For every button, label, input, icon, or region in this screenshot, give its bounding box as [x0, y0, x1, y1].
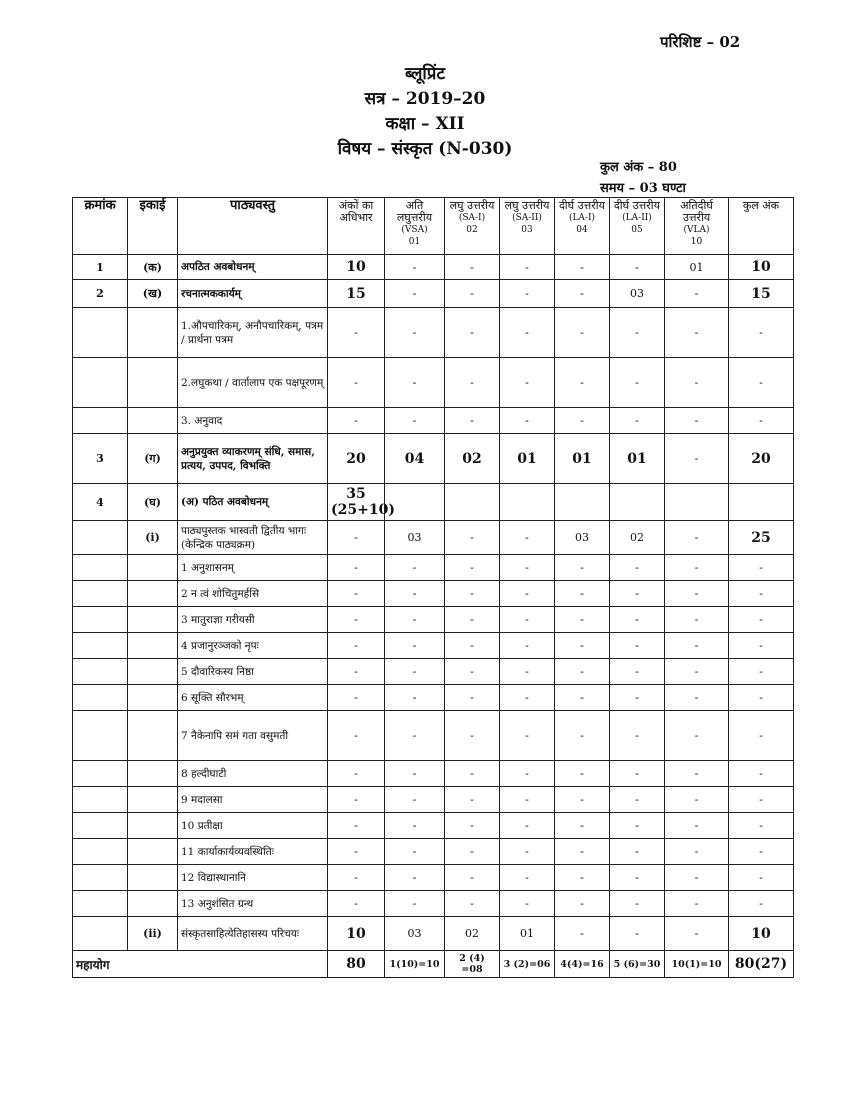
cell-content: 11 कार्याकार्यव्यवस्थितिः	[178, 839, 328, 865]
cell-vsa: -	[385, 280, 445, 308]
cell-content: 8 हल्दीघाटी	[178, 761, 328, 787]
cell-la2: 03	[610, 280, 665, 308]
cell-content: पाठ्यपुस्तक भास्वती द्वितीय भागः (केन्द्रिक पाठ्यक्रम)	[178, 521, 328, 555]
cell-unit	[128, 865, 178, 891]
cell-sn	[73, 408, 128, 434]
cell-total: 15	[729, 280, 794, 308]
grand-total-total: 80(27)	[729, 951, 794, 978]
cell-total: -	[729, 633, 794, 659]
cell-vsa: -	[385, 308, 445, 358]
cell-la2: -	[610, 839, 665, 865]
cell-vsa: -	[385, 839, 445, 865]
cell-content: 5 दौवारिकस्य निष्ठा	[178, 659, 328, 685]
cell-vla: -	[665, 891, 729, 917]
cell-unit	[128, 633, 178, 659]
cell-weight: -	[328, 865, 385, 891]
cell-unit	[128, 308, 178, 358]
cell-sa1: -	[445, 581, 500, 607]
cell-sn	[73, 787, 128, 813]
cell-la2: -	[610, 787, 665, 813]
cell-sn	[73, 555, 128, 581]
grand-total-vsa: 1(10)=10	[385, 951, 445, 978]
cell-la2: -	[610, 865, 665, 891]
table-row	[73, 865, 794, 891]
table-row	[73, 484, 794, 521]
cell-vsa: -	[385, 581, 445, 607]
cell-total: -	[729, 685, 794, 711]
cell-unit	[128, 555, 178, 581]
cell-sa2: -	[500, 607, 555, 633]
cell-sa2	[500, 484, 555, 521]
cell-vla: -	[665, 308, 729, 358]
cell-total: -	[729, 308, 794, 358]
cell-sa2: -	[500, 685, 555, 711]
cell-vsa: 03	[385, 521, 445, 555]
cell-la1: -	[555, 280, 610, 308]
cell-total: -	[729, 865, 794, 891]
cell-vla: -	[665, 659, 729, 685]
cell-la2: -	[610, 308, 665, 358]
table-row	[73, 607, 794, 633]
cell-sn: 4	[73, 484, 128, 521]
cell-vsa: -	[385, 711, 445, 761]
grand-total-label: महायोग	[73, 951, 328, 978]
cell-la1: -	[555, 917, 610, 951]
cell-content: 9 मदालसा	[178, 787, 328, 813]
table-row	[73, 581, 794, 607]
cell-la1: -	[555, 555, 610, 581]
cell-la2: 02	[610, 521, 665, 555]
cell-weight: 10	[328, 255, 385, 280]
cell-total: -	[729, 659, 794, 685]
col-header-weight: अंकों का अधिभार	[328, 198, 385, 255]
cell-vla: -	[665, 839, 729, 865]
cell-sa1: -	[445, 659, 500, 685]
cell-sa2: -	[500, 555, 555, 581]
cell-weight: -	[328, 521, 385, 555]
cell-weight: 35 (25+10)	[328, 484, 385, 521]
cell-weight: 10	[328, 917, 385, 951]
table-row	[73, 308, 794, 358]
cell-total: -	[729, 555, 794, 581]
cell-vla: -	[665, 865, 729, 891]
cell-content: अनुप्रयुक्त व्याकरणम् संधि, समास, प्रत्यय, उपपद, विभक्ति	[178, 434, 328, 484]
title-subject: विषय – संस्कृत (N-030)	[337, 139, 513, 159]
table-row	[73, 839, 794, 865]
cell-vla: 01	[665, 255, 729, 280]
cell-sn	[73, 761, 128, 787]
cell-vla: -	[665, 555, 729, 581]
cell-unit: (i)	[128, 521, 178, 555]
cell-vsa: 03	[385, 917, 445, 951]
cell-la2: -	[610, 255, 665, 280]
cell-sa1: -	[445, 891, 500, 917]
cell-weight: -	[328, 891, 385, 917]
cell-content: रचनात्मककार्यम्	[178, 280, 328, 308]
cell-weight: -	[328, 711, 385, 761]
cell-weight: -	[328, 839, 385, 865]
cell-la1: -	[555, 408, 610, 434]
cell-sa2: -	[500, 581, 555, 607]
cell-sa1: -	[445, 607, 500, 633]
cell-sa1: -	[445, 685, 500, 711]
cell-vsa: -	[385, 685, 445, 711]
table-row	[73, 761, 794, 787]
cell-total: -	[729, 813, 794, 839]
title-session: सत्र – 2019–20	[364, 89, 486, 109]
cell-vsa: -	[385, 813, 445, 839]
cell-content: 2.लघुकथा / वार्तालाप एक पक्षपूरणम्	[178, 358, 328, 408]
cell-sa1: -	[445, 761, 500, 787]
cell-la1: -	[555, 607, 610, 633]
cell-sn	[73, 917, 128, 951]
cell-content: 10 प्रतीक्षा	[178, 813, 328, 839]
cell-content: 3 मातुराज्ञा गरीयसी	[178, 607, 328, 633]
grand-total-weight: 80	[328, 951, 385, 978]
cell-sa1: -	[445, 711, 500, 761]
cell-la1: -	[555, 787, 610, 813]
table-row	[73, 521, 794, 555]
cell-unit	[128, 839, 178, 865]
cell-content: 6 सूक्ति सौरभम्	[178, 685, 328, 711]
cell-unit	[128, 891, 178, 917]
cell-sn: 3	[73, 434, 128, 484]
cell-sa1: -	[445, 255, 500, 280]
cell-weight: 15	[328, 280, 385, 308]
cell-weight: -	[328, 581, 385, 607]
table-row	[73, 891, 794, 917]
table-row	[73, 711, 794, 761]
exam-time: समय – 03 घण्टा	[600, 181, 686, 196]
cell-content: अपठित अवबोधनम्	[178, 255, 328, 280]
cell-total: -	[729, 358, 794, 408]
cell-sa2: -	[500, 865, 555, 891]
cell-vla: -	[665, 761, 729, 787]
grand-total-row	[73, 951, 794, 978]
cell-vla: -	[665, 521, 729, 555]
cell-la1: 03	[555, 521, 610, 555]
blueprint-table	[72, 197, 794, 978]
cell-weight: -	[328, 813, 385, 839]
cell-sa1: -	[445, 408, 500, 434]
cell-vla: -	[665, 607, 729, 633]
cell-sa2: -	[500, 280, 555, 308]
cell-la1: 01	[555, 434, 610, 484]
col-header-vsa: अति लघुत्तरीय (VSA) 01	[385, 198, 445, 255]
cell-unit: (ii)	[128, 917, 178, 951]
cell-la2: 01	[610, 434, 665, 484]
grand-total-la1: 4(4)=16	[555, 951, 610, 978]
cell-weight: -	[328, 607, 385, 633]
cell-weight: -	[328, 787, 385, 813]
cell-vla	[665, 484, 729, 521]
cell-content: 7 नैकेनापि समं गता वसुमती	[178, 711, 328, 761]
cell-content: 2 न त्वं शोचितुमर्हसि	[178, 581, 328, 607]
cell-weight: -	[328, 633, 385, 659]
cell-sa2: -	[500, 659, 555, 685]
cell-vsa: 04	[385, 434, 445, 484]
cell-unit	[128, 685, 178, 711]
cell-sa2: -	[500, 633, 555, 659]
cell-content: 13 अनुशंसित ग्रन्थ	[178, 891, 328, 917]
cell-content: 1.औपचारिकम्, अनौपचारिकम्, पत्रम / प्रार्थना पत्रम	[178, 308, 328, 358]
cell-unit	[128, 581, 178, 607]
cell-sn: 2	[73, 280, 128, 308]
cell-unit: (क)	[128, 255, 178, 280]
cell-total: -	[729, 711, 794, 761]
cell-sn	[73, 865, 128, 891]
cell-vsa: -	[385, 865, 445, 891]
cell-weight: -	[328, 761, 385, 787]
cell-la1: -	[555, 711, 610, 761]
cell-unit	[128, 659, 178, 685]
cell-total: -	[729, 607, 794, 633]
cell-sa2: -	[500, 521, 555, 555]
table-row	[73, 255, 794, 280]
cell-vsa: -	[385, 555, 445, 581]
cell-sn	[73, 813, 128, 839]
cell-sa2: -	[500, 408, 555, 434]
cell-total: 20	[729, 434, 794, 484]
cell-la2: -	[610, 761, 665, 787]
total-marks: कुल अंक – 80	[600, 160, 677, 175]
cell-la1: -	[555, 633, 610, 659]
cell-total: 10	[729, 917, 794, 951]
cell-total	[729, 484, 794, 521]
cell-sn	[73, 659, 128, 685]
cell-sa1: -	[445, 633, 500, 659]
table-row	[73, 633, 794, 659]
cell-unit: (ग)	[128, 434, 178, 484]
cell-weight: 20	[328, 434, 385, 484]
document-header	[0, 62, 850, 162]
cell-sa1: -	[445, 865, 500, 891]
cell-content: 12 विद्यास्थानानि	[178, 865, 328, 891]
cell-la2	[610, 484, 665, 521]
cell-vla: -	[665, 581, 729, 607]
cell-sa2: -	[500, 255, 555, 280]
cell-weight: -	[328, 308, 385, 358]
cell-la2: -	[610, 685, 665, 711]
cell-content: 4 प्रजानुरञ्जको नृपः	[178, 633, 328, 659]
cell-sa1: -	[445, 839, 500, 865]
cell-weight: -	[328, 408, 385, 434]
cell-sn	[73, 685, 128, 711]
cell-la1: -	[555, 761, 610, 787]
cell-weight: -	[328, 555, 385, 581]
cell-la2: -	[610, 659, 665, 685]
cell-weight: -	[328, 659, 385, 685]
title-class: कक्षा – XII	[385, 114, 465, 134]
cell-total: -	[729, 408, 794, 434]
title-blueprint: ब्लूप्रिंट	[404, 64, 446, 84]
cell-total: -	[729, 581, 794, 607]
cell-vla: -	[665, 711, 729, 761]
cell-sa2: -	[500, 711, 555, 761]
cell-vsa: -	[385, 408, 445, 434]
cell-sn	[73, 839, 128, 865]
cell-la2: -	[610, 917, 665, 951]
cell-sa2: 01	[500, 434, 555, 484]
cell-sn	[73, 581, 128, 607]
cell-unit	[128, 787, 178, 813]
cell-total: 25	[729, 521, 794, 555]
cell-sa2: 01	[500, 917, 555, 951]
table-row	[73, 280, 794, 308]
cell-sn	[73, 711, 128, 761]
col-header-unit: इकाई	[128, 198, 178, 255]
cell-vla: -	[665, 280, 729, 308]
table-row	[73, 434, 794, 484]
grand-total-sa2: 3 (2)=06	[500, 951, 555, 978]
col-header-content: पाठ्यवस्तु	[178, 198, 328, 255]
cell-content: 3. अनुवाद	[178, 408, 328, 434]
cell-total: -	[729, 761, 794, 787]
cell-la1: -	[555, 813, 610, 839]
grand-total-vla: 10(1)=10	[665, 951, 729, 978]
cell-sn	[73, 521, 128, 555]
cell-unit	[128, 607, 178, 633]
cell-content: (अ) पठित अवबोधनम्	[178, 484, 328, 521]
col-header-sn: क्रमांक	[73, 198, 128, 255]
cell-sa2: -	[500, 761, 555, 787]
table-row	[73, 787, 794, 813]
cell-sa1: -	[445, 308, 500, 358]
cell-la1: -	[555, 581, 610, 607]
cell-vsa: -	[385, 607, 445, 633]
table-row	[73, 408, 794, 434]
col-header-la1: दीर्घ उत्तरीय (LA-I) 04	[555, 198, 610, 255]
cell-content: संस्कृतसाहित्येतिहासस्य परिचयः	[178, 917, 328, 951]
cell-sa1: -	[445, 358, 500, 408]
cell-sn	[73, 308, 128, 358]
cell-sa2: -	[500, 308, 555, 358]
cell-la1	[555, 484, 610, 521]
cell-sn	[73, 633, 128, 659]
cell-sn	[73, 358, 128, 408]
cell-total: 10	[729, 255, 794, 280]
cell-la1: -	[555, 659, 610, 685]
table-row	[73, 555, 794, 581]
cell-la2: -	[610, 891, 665, 917]
col-header-vla: अतिदीर्घ उत्तरीय (VLA) 10	[665, 198, 729, 255]
cell-la2: -	[610, 633, 665, 659]
cell-vsa: -	[385, 659, 445, 685]
table-row	[73, 659, 794, 685]
cell-vsa: -	[385, 787, 445, 813]
cell-weight: -	[328, 685, 385, 711]
cell-la2: -	[610, 711, 665, 761]
cell-vla: -	[665, 633, 729, 659]
cell-la2: -	[610, 555, 665, 581]
cell-vsa: -	[385, 761, 445, 787]
cell-vla: -	[665, 787, 729, 813]
cell-vla: -	[665, 434, 729, 484]
cell-total: -	[729, 891, 794, 917]
cell-unit	[128, 358, 178, 408]
cell-sn: 1	[73, 255, 128, 280]
cell-la2: -	[610, 607, 665, 633]
cell-total: -	[729, 839, 794, 865]
table-row	[73, 685, 794, 711]
cell-la1: -	[555, 358, 610, 408]
cell-sa1: -	[445, 813, 500, 839]
cell-unit: (ख)	[128, 280, 178, 308]
cell-vsa: -	[385, 891, 445, 917]
cell-sn	[73, 891, 128, 917]
table-row	[73, 813, 794, 839]
cell-sa2: -	[500, 839, 555, 865]
cell-vla: -	[665, 358, 729, 408]
cell-sa1: -	[445, 521, 500, 555]
cell-sa1: 02	[445, 917, 500, 951]
cell-sa1: 02	[445, 434, 500, 484]
cell-vla: -	[665, 685, 729, 711]
table-row	[73, 358, 794, 408]
grand-total-la2: 5 (6)=30	[610, 951, 665, 978]
cell-la1: -	[555, 255, 610, 280]
cell-la1: -	[555, 865, 610, 891]
cell-la2: -	[610, 358, 665, 408]
cell-sa2: -	[500, 358, 555, 408]
cell-vla: -	[665, 917, 729, 951]
cell-weight: -	[328, 358, 385, 408]
cell-sn	[73, 607, 128, 633]
cell-unit	[128, 408, 178, 434]
cell-vsa: -	[385, 633, 445, 659]
cell-vsa: -	[385, 255, 445, 280]
cell-la2: -	[610, 813, 665, 839]
table-row	[73, 917, 794, 951]
cell-sa2: -	[500, 813, 555, 839]
cell-sa1: -	[445, 787, 500, 813]
cell-la1: -	[555, 685, 610, 711]
cell-unit	[128, 711, 178, 761]
cell-vsa: -	[385, 358, 445, 408]
cell-content: 1 अनुशासनम्	[178, 555, 328, 581]
col-header-sa2: लघु उत्तरीय (SA-II) 03	[500, 198, 555, 255]
grand-total-sa1: 2 (4) =08	[445, 951, 500, 978]
table-header-row	[73, 198, 794, 255]
cell-sa1: -	[445, 280, 500, 308]
cell-la2: -	[610, 581, 665, 607]
col-header-la2: दीर्घ उत्तरीय (LA-II) 05	[610, 198, 665, 255]
cell-unit	[128, 813, 178, 839]
cell-sa1	[445, 484, 500, 521]
col-header-total: कुल अंक	[729, 198, 794, 255]
cell-vla: -	[665, 813, 729, 839]
cell-la1: -	[555, 308, 610, 358]
cell-la2: -	[610, 408, 665, 434]
cell-vla: -	[665, 408, 729, 434]
cell-sa2: -	[500, 891, 555, 917]
appendix-label: परिशिष्ट – 02	[660, 33, 741, 51]
col-header-sa1: लघु उत्तरीय (SA-I) 02	[445, 198, 500, 255]
cell-unit: (घ)	[128, 484, 178, 521]
cell-total: -	[729, 787, 794, 813]
cell-la1: -	[555, 891, 610, 917]
cell-la1: -	[555, 839, 610, 865]
cell-unit	[128, 761, 178, 787]
cell-sa2: -	[500, 787, 555, 813]
cell-sa1: -	[445, 555, 500, 581]
